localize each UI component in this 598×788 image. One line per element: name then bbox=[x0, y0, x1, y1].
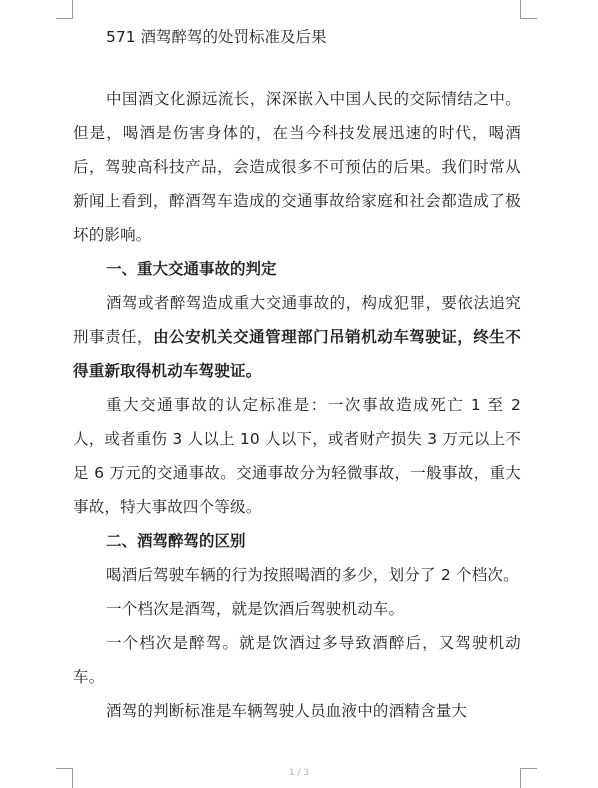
page-corner-mark-top-left bbox=[56, 0, 73, 19]
intro-paragraph: 中国酒文化源远流长，深深嵌入中国人民的交际情结之中。但是，喝酒是伤害身体的，在当今科技发展迅速的时代，喝酒后，驾驶高科技产品，会造成很多不可预估的后果。我们时常从新闻上看到，醉酒驾车造成的交通事故给家庭和社会都造成了极坏的影响。 bbox=[73, 90, 521, 244]
paragraph-1-bold-text: 由公安机关交通管理部门吊销机动车驾驶证，终生不得重新取得机动车驾驶证。 bbox=[73, 328, 521, 380]
document-title: 571 酒驾醉驾的处罚标准及后果 bbox=[106, 28, 327, 46]
paragraph-2: 重大交通事故的认定标准是：一次事故造成死亡 1 至 2 人，或者重伤 3 人以上 10 人以下，或者财产损失 3 万元以上不足 6 万元的交通事故。交通事故分为轻微事故，一般事故，重大事故，特大事故四个等级。 bbox=[73, 396, 521, 516]
paragraph-6: 酒驾的判断标准是车辆驾驶人员血液中的酒精含量大 bbox=[106, 702, 468, 720]
section-heading-2: 二、酒驾醉驾的区别 bbox=[106, 532, 246, 550]
paragraph-3: 喝酒后驾驶车辆的行为按照喝酒的多少，划分了 2 个档次。 bbox=[106, 566, 519, 584]
section-heading-1: 一、重大交通事故的判定 bbox=[106, 260, 277, 278]
paragraph-1-text: 酒驾或者醉驾造成重大交通事故的，构成犯罪，要依法追究刑事责任， bbox=[73, 294, 521, 346]
paragraph-1 bbox=[73, 286, 521, 388]
document-body bbox=[73, 22, 521, 728]
page-indicator: 1 / 3 bbox=[288, 768, 310, 778]
page-corner-mark-top-right bbox=[520, 0, 537, 19]
paragraph-5: 一个档次是醉驾。就是饮酒过多导致酒醉后，又驾驶机动车。 bbox=[73, 634, 521, 686]
paragraph-4: 一个档次是酒驾，就是饮酒后驾驶机动车。 bbox=[106, 600, 405, 618]
